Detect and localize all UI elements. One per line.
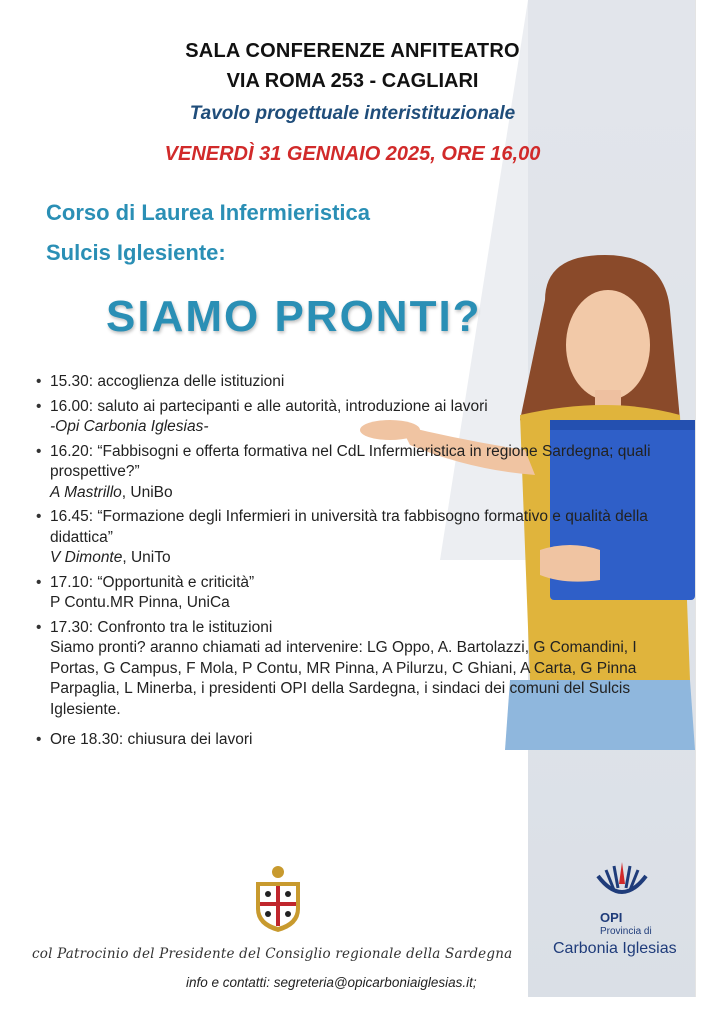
- program-item: [36, 372, 676, 393]
- program-speaker: -Opi Carbonia Iglesias-: [50, 418, 209, 435]
- opi-province: Provincia di: [600, 926, 652, 937]
- program-speaker-affiliation: P Contu.MR Pinna, UniCa: [50, 594, 230, 611]
- program-item: [36, 573, 676, 614]
- program-item-text: 16.45: “Formazione degli Infermieri in università tra fabbisogno formativo e qualità della didattica”: [50, 508, 648, 546]
- contacts-text: info e contatti: segreteria@opicarboniaiglesias.it;: [186, 975, 477, 990]
- program-item-detail: Siamo pronti? aranno chiamati ad intervenire: LG Oppo, A. Bartolazzi, G Comandini, I Portas, G Campus, F Mola, P Contu, MR Pinna, A Pilurzu, C Ghiani, A Carta, G Pinna Parpaglia, L Minerba, i presidenti OPI della Sardegna, i sindaci dei comuni del Sulcis Iglesiente.: [50, 639, 637, 718]
- event-poster: [10, 0, 696, 997]
- venue-title: SALA CONFERENZE ANFITEATRO: [185, 40, 520, 62]
- program-item-text: Ore 18.30: chiusura dei lavori: [50, 731, 253, 748]
- program-item: [36, 397, 676, 438]
- program-item: [36, 442, 676, 504]
- program-item-text: 17.30: Confronto tra le istituzioni: [50, 618, 273, 636]
- program-list: [36, 372, 676, 755]
- program-item-text: 16.20: “Fabbisogni e offerta formativa nel CdL Infermieristica in regione Sardegna; quali prospettive?”: [50, 442, 651, 480]
- course-title-line2: Sulcis Iglesiente:: [46, 240, 226, 265]
- course-title-line1: Corso di Laurea Infermieristica: [46, 200, 370, 225]
- program-speaker: A Mastrillo: [50, 483, 122, 501]
- event-date: VENERDÌ 31 GENNAIO 2025, ORE 16,00: [164, 143, 541, 165]
- program-item: [36, 618, 676, 721]
- program-item-text: 16.00: saluto ai partecipanti e alle autorità, introduzione ai lavori: [50, 397, 488, 415]
- program-item-text: 17.10: “Opportunità e criticità”: [50, 573, 255, 591]
- opi-name: OPI: [600, 910, 623, 925]
- program-item-text: 15.30: accoglienza delle istituzioni: [50, 373, 285, 390]
- coat-of-arms-icon: [248, 864, 308, 934]
- program-speaker: V Dimonte: [50, 549, 123, 566]
- program-speaker-affiliation: , UniTo: [122, 549, 171, 566]
- opi-city: Carbonia Iglesias: [553, 940, 677, 957]
- headline: SIAMO PRONTI?: [106, 292, 482, 341]
- patronage-text: col Patrocinio del Presidente del Consiglio regionale della Sardegna: [32, 946, 513, 962]
- venue-address: VIA ROMA 253 - CAGLIARI: [226, 70, 479, 92]
- program-item: [36, 730, 676, 751]
- program-speaker-affiliation: , UniBo: [121, 483, 173, 501]
- program-item: [36, 507, 676, 569]
- opi-logo-icon: [592, 856, 652, 906]
- event-subtitle: Tavolo progettuale interistituzionale: [189, 103, 516, 124]
